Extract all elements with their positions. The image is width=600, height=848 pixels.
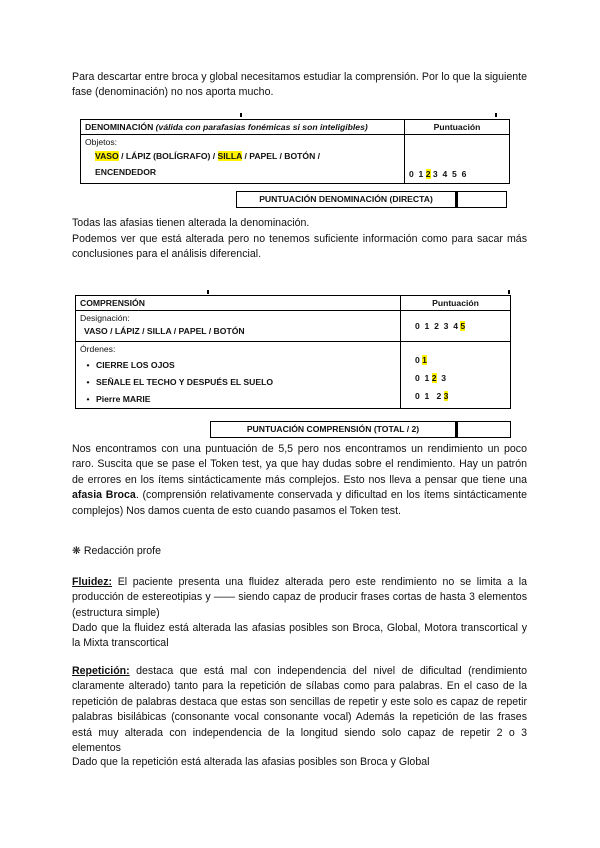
bullet-icon: • xyxy=(86,394,90,404)
object-item: VASO xyxy=(95,151,119,161)
objects-list-line2: ENCENDEDOR xyxy=(95,167,157,177)
order-scale: 0 1 2 3 xyxy=(415,373,447,383)
denominacion-header-label: DENOMINACIÓN xyxy=(85,122,154,132)
bold-term: afasia Broca xyxy=(72,489,136,502)
denominacion-header xyxy=(81,120,405,135)
intro-paragraph: Para descartar entre broca y global necesitamos estudiar la comprensión. Por lo que la siguiente fase (denominación) no nos aporta mucho. xyxy=(72,71,527,99)
order-scale: 0 1 2 3 xyxy=(415,391,449,401)
order-item: • Pierre MARIE xyxy=(80,394,396,404)
order-item: • SEÑALE EL TECHO Y DESPUÉS EL SUELO xyxy=(80,377,396,387)
comprension-total-label: PUNTUACIÓN COMPRENSIÓN (TOTAL / 2) xyxy=(210,421,457,438)
object-item: SILLA xyxy=(217,151,243,161)
denominacion-objects-cell xyxy=(81,135,405,184)
scale-selected: 2 xyxy=(431,373,437,383)
denominacion-scale xyxy=(405,135,510,184)
comprension-header: COMPRENSIÓN xyxy=(76,296,401,311)
scale-selected: 3 xyxy=(443,391,449,401)
denominacion-header-note: (válida con parafasias fonémicas si son inteligibles) xyxy=(155,122,368,132)
order-scale: 0 1 xyxy=(415,355,427,365)
paragraph-analysis: Podemos ver que está alterada pero no tenemos suficiente información como para sacar más conclusiones para el análisis diferencial. xyxy=(72,233,527,261)
comprension-table xyxy=(75,295,511,409)
table-tick xyxy=(240,113,242,117)
scale-text: 0 1 xyxy=(409,169,426,179)
order-item: • CIERRE LOS OJOS xyxy=(80,360,396,370)
table-tick xyxy=(207,290,209,294)
paragraph-comprension: Nos encontramos con una puntuación de 5,5 pero nos encontramos un rendimiento un poco raro. Suscita que se pase el Token test, ya que hay dudas sobre el rendimiento. Hay un patrón de errores en los ítems sintácticamente más complejos. Esto nos lleva a pensar que tiene una afasia Broca. (comprensión relativamente conservada y dificultad en los ítems sintácticamente complejos) Nos damos cuenta de esto cuando pasamos el Token test. xyxy=(72,443,527,517)
table-tick xyxy=(495,113,497,117)
scale-selected: 1 xyxy=(422,355,427,365)
denominacion-total-label: PUNTUACIÓN DENOMINACIÓN (DIRECTA) xyxy=(236,191,457,208)
ordenes-cell xyxy=(76,342,401,409)
repeticion-conclusion: Dado que la repetición está alterada las afasias posibles son Broca y Global xyxy=(72,756,430,768)
objects-list xyxy=(85,151,400,161)
paragraph-denominacion-note: Todas las afasias tienen alterada la denominación. xyxy=(72,217,310,229)
objects-label: Objetos: xyxy=(85,137,118,147)
fluidez-title: Fluidez: xyxy=(72,576,113,588)
fluidez-conclusion: Dado que la fluidez está alterada las afasias posibles son Broca, Global, Motora transcortical y la Mixta transcortical xyxy=(72,622,527,650)
comprension-total-box xyxy=(457,421,511,438)
table-tick xyxy=(508,290,510,294)
repeticion-title: Repetición: xyxy=(72,665,130,677)
scale-selected: 5 xyxy=(460,321,466,331)
ordenes-label: Órdenes: xyxy=(80,344,116,354)
designacion-items: VASO / LÁPIZ / SILLA / PAPEL / BOTÓN xyxy=(84,326,245,336)
comprension-score-header: Puntuación xyxy=(401,296,511,311)
designacion-cell xyxy=(76,311,401,342)
repeticion-paragraph: Repetición: destaca que está mal con independencia del nivel de dificultad (rendimiento claramente alterado) tanto para la repetición de sílabas como para palabras. En el caso de la repetición de palabras destaca que estas son sencillas de repetir y este solo es capaz de repetir palabras bisilábicas (consonante vocal consonante vocal) Además la repetición de las frases está muy alterada con independencia de la longitud siendo solo capaz de repetir 2 o 3 elementos xyxy=(72,665,527,755)
section-heading: ❋ Redacción profe xyxy=(72,545,161,557)
denominacion-table xyxy=(80,119,510,184)
bullet-icon: • xyxy=(86,360,90,370)
designacion-label: Designación: xyxy=(80,313,130,323)
scale-text: 0 1 2 3 4 xyxy=(415,321,461,331)
scale-text: 3 4 5 6 xyxy=(430,169,467,179)
denominacion-total-box xyxy=(457,191,507,208)
denominacion-score-header: Puntuación xyxy=(405,120,510,135)
fluidez-paragraph: Fluidez: El paciente presenta una fluidez alterada pero este rendimiento no se limita a la producción de estereotipias y —— siendo capaz de producir frases cortas de hasta 3 elementos (estructura simple) xyxy=(72,576,527,619)
bullet-icon: • xyxy=(86,377,90,387)
object-item: / LÁPIZ (BOLÍGRAFO) / xyxy=(118,151,218,161)
scale-selected: 2 xyxy=(425,169,431,179)
ordenes-scales xyxy=(401,342,511,409)
designacion-scale xyxy=(401,311,511,342)
object-item: / PAPEL / BOTÓN / xyxy=(242,151,321,161)
